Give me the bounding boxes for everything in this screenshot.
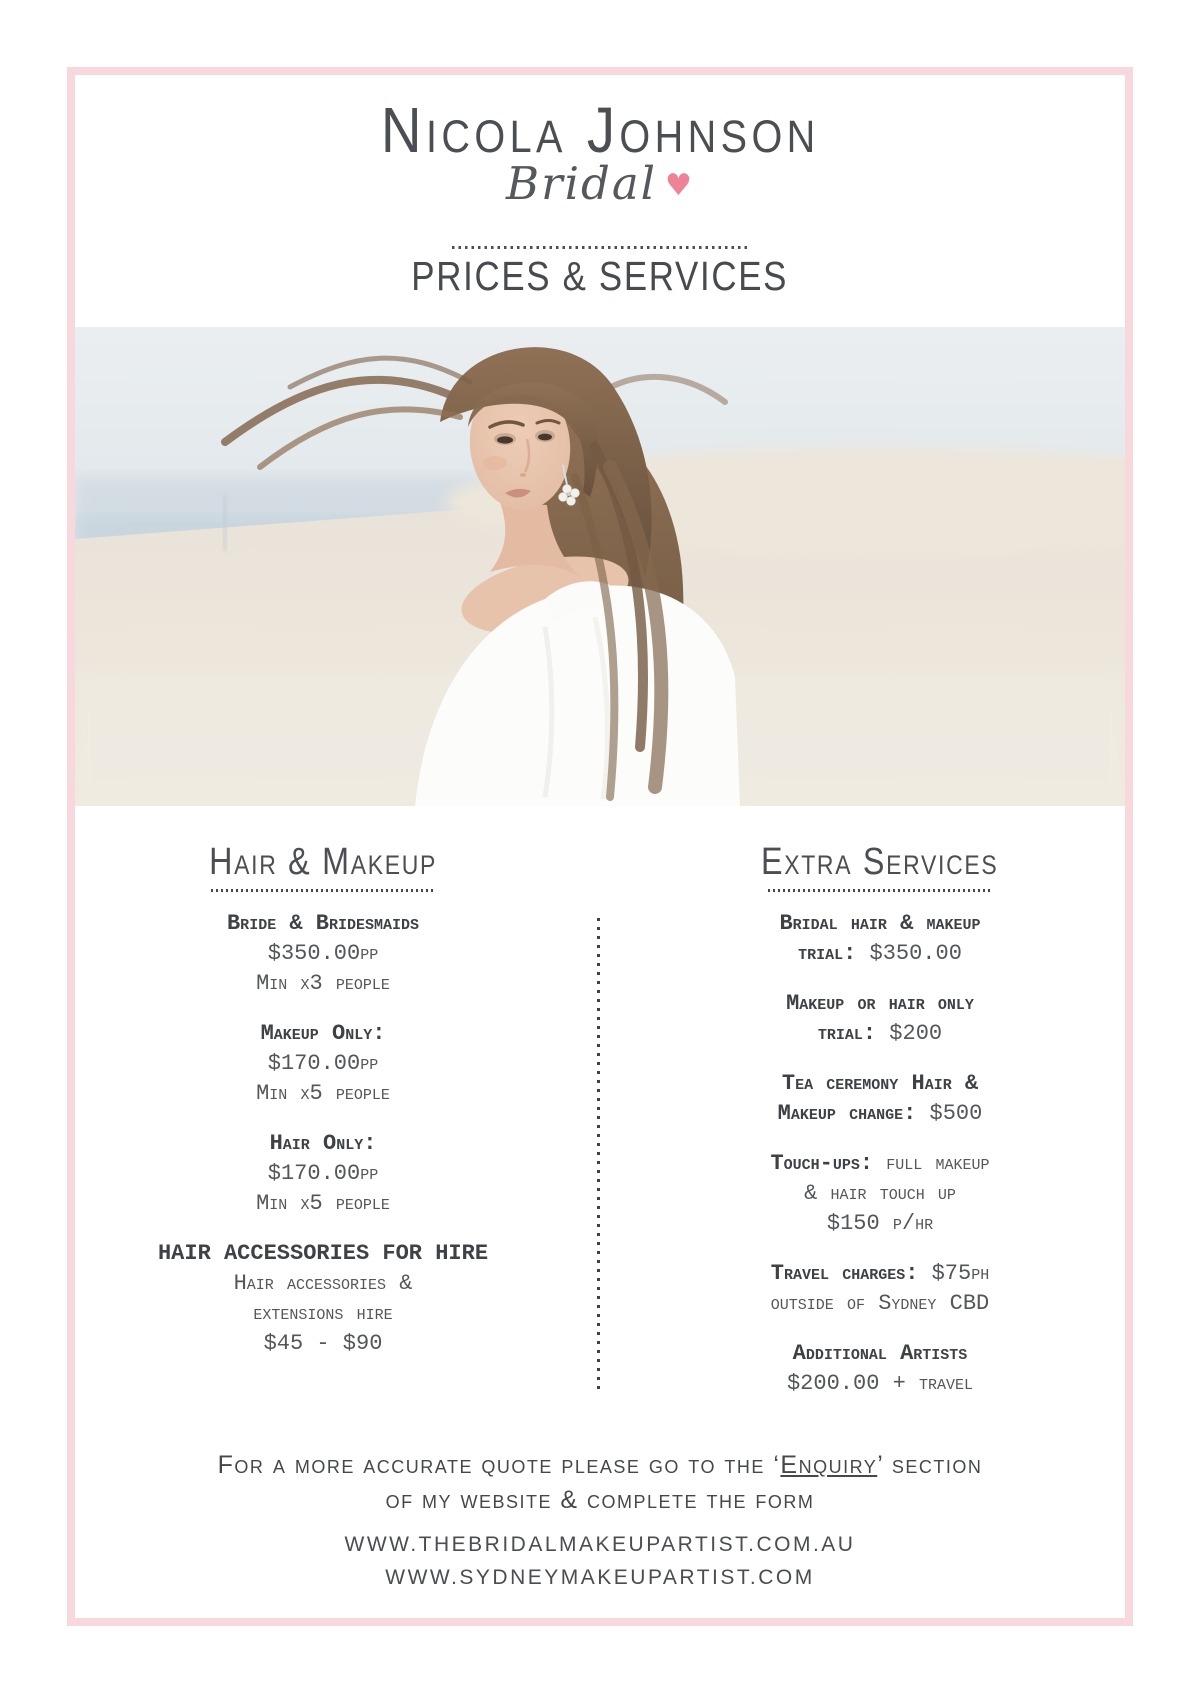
brand-subtitle xyxy=(0,158,1200,212)
page-title: PRICES & SERVICES xyxy=(411,253,789,299)
price-line: outside of Sydney CBD xyxy=(770,1291,990,1316)
section-extra-services xyxy=(660,840,1100,1419)
price-line: Min x3 people xyxy=(256,971,390,996)
price-line: $170.00pp xyxy=(267,1161,379,1186)
service-item xyxy=(660,1069,1100,1129)
service-item xyxy=(660,1149,1100,1239)
price-line: Travel charges: $75ph xyxy=(770,1261,990,1286)
price-line: HAIR ACCESSORIES FOR HIRE xyxy=(157,1241,489,1266)
price-line: Bride & Bridesmaids xyxy=(226,911,420,936)
price-line: trial: $200 xyxy=(817,1021,943,1046)
price-line: Makeup or hair only xyxy=(786,991,974,1016)
brand-header xyxy=(0,94,1200,166)
price-line: Tea ceremony Hair & xyxy=(781,1071,979,1096)
service-item xyxy=(110,1239,536,1359)
price-line: trial: $350.00 xyxy=(798,941,962,966)
header-dotted-divider xyxy=(452,246,748,249)
price-line: Makeup Only: xyxy=(260,1021,386,1046)
service-item xyxy=(110,1019,536,1109)
price-line: & hair touch up xyxy=(804,1181,956,1206)
section-heading: Extra Services xyxy=(761,841,999,883)
section-hair-and-makeup xyxy=(110,840,536,1379)
brand-script-text: Bridal xyxy=(506,157,658,210)
service-item xyxy=(660,1259,1100,1319)
website-link-primary[interactable]: WWW.THEBRIDALMAKEUPARTIST.COM.AU xyxy=(344,1533,856,1556)
column-items xyxy=(110,909,536,1359)
price-line: Hair accessories & xyxy=(233,1271,413,1296)
footer-note-line1: For a more accurate quote please go to the ‘Enquiry’ section xyxy=(217,1451,983,1479)
price-line: $350.00pp xyxy=(267,941,379,966)
price-line: $45 - $90 xyxy=(263,1331,383,1356)
column-items xyxy=(660,909,1100,1399)
brand-name: Nicola Johnson xyxy=(380,94,820,166)
price-line: Additional Artists xyxy=(792,1341,968,1366)
price-line: Hair Only: xyxy=(269,1131,377,1156)
enquiry-link[interactable]: Enquiry xyxy=(780,1451,878,1479)
service-item xyxy=(110,909,536,999)
heading-dotted-underline xyxy=(211,889,435,892)
website-links xyxy=(0,1528,1200,1594)
service-item xyxy=(660,909,1100,969)
price-line: Min x5 people xyxy=(256,1191,390,1216)
price-line: Bridal hair & makeup xyxy=(779,911,981,936)
price-line: Touch-ups: full makeup xyxy=(770,1151,990,1176)
service-item xyxy=(110,1129,536,1219)
footer-note xyxy=(0,1448,1200,1518)
bride-photo xyxy=(75,327,1125,806)
price-line: Makeup change: $500 xyxy=(777,1101,983,1126)
price-line: Min x5 people xyxy=(256,1081,390,1106)
website-link-secondary[interactable]: WWW.SYDNEYMAKEUPARTIST.COM xyxy=(385,1566,815,1589)
section-heading: Hair & Makeup xyxy=(209,841,437,883)
price-line: extensions hire xyxy=(253,1301,393,1326)
service-item xyxy=(660,1339,1100,1399)
service-item xyxy=(660,989,1100,1049)
price-line: $150 p/hr xyxy=(826,1211,934,1236)
price-line: $200.00 + travel xyxy=(786,1371,974,1396)
heading-dotted-underline xyxy=(768,889,992,892)
price-line: $170.00pp xyxy=(267,1051,379,1076)
heart-icon: ♥ xyxy=(665,168,694,203)
vertical-dotted-divider xyxy=(597,918,600,1394)
footer-note-line2: of my website & complete the form xyxy=(385,1486,815,1514)
